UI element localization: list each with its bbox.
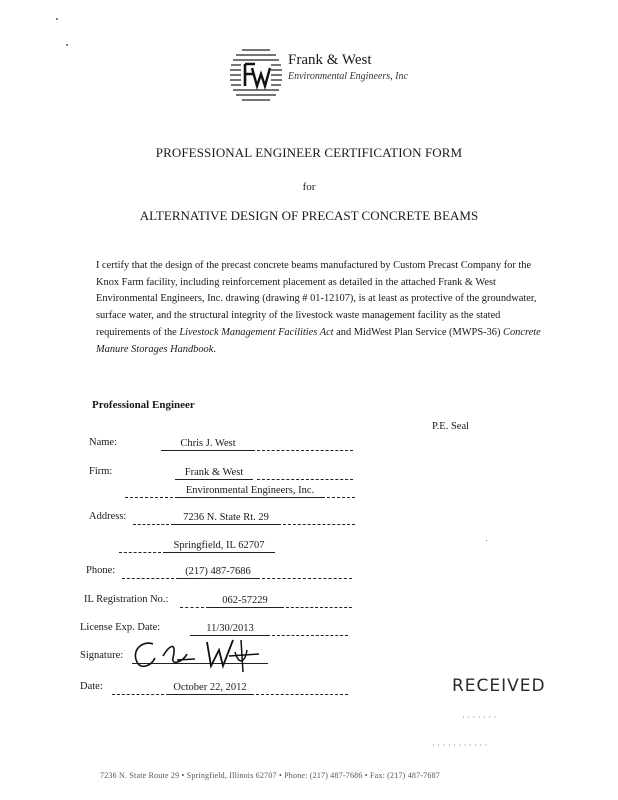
date-label: Date: [80, 681, 103, 692]
phone-field [86, 565, 251, 577]
firm-label: Firm: [89, 466, 113, 477]
registration-value: 062-57229 [206, 594, 284, 608]
signature-label: Signature: [80, 650, 124, 661]
name-blank-line [257, 437, 353, 451]
form-subtitle: ALTERNATIVE DESIGN OF PRECAST CONCRETE BEAMS [139, 208, 479, 223]
firm-blank-line [257, 466, 353, 480]
cert-act-name: Livestock Management Facilities Act [179, 326, 334, 338]
stamp-detail: · · · · · · · · · · · [432, 740, 488, 750]
certification-paragraph [96, 258, 546, 358]
registration-blank-line [286, 594, 352, 608]
scan-speck [486, 540, 487, 541]
name-field [89, 437, 236, 449]
registration-label: IL Registration No.: [84, 594, 169, 605]
date-blank-line [256, 681, 348, 695]
stamp-detail: · · · · · · · [462, 712, 497, 722]
phone-label: Phone: [86, 565, 116, 576]
name-value: Chris J. West [161, 437, 255, 451]
for-label: for [302, 181, 316, 193]
registration-leading-line [180, 594, 204, 608]
received-stamp: RECEIVED [452, 676, 546, 696]
cert-text-part2: and MidWest Plan Service (MWPS-36) [333, 326, 504, 338]
page-footer: 7236 N. State Route 29 • Springfield, Illinois 62707 • Phone: (217) 487-7686 • Fax: (217) 487-7687 [100, 771, 440, 780]
address-value-line1: 7236 N. State Rt. 29 [171, 511, 281, 525]
firm-blank-line-2 [327, 484, 355, 498]
address-leading-line-2 [119, 539, 161, 553]
signature-field [80, 650, 123, 661]
company-name: Frank & West [288, 52, 372, 68]
license-exp-blank-line [272, 622, 348, 636]
date-field [80, 681, 247, 693]
scan-speck [66, 44, 68, 46]
registration-field [84, 594, 268, 606]
pe-seal-label: P.E. Seal [432, 421, 470, 432]
date-value: October 22, 2012 [166, 681, 254, 695]
license-exp-label: License Exp. Date: [80, 622, 161, 633]
section-heading: Professional Engineer [92, 399, 195, 411]
company-logo [228, 44, 428, 108]
name-label: Name: [89, 437, 117, 448]
cert-text-part1: I certify that the design of the precast concrete beams manufactured by Custom Precast Company for the Knox Farm facility, including reinforcement placement as detailed in the attached Frank & West Environmental Engineers, Inc. drawing (drawing # 01-12107), is at least as protective of the groundwater, surface water, and the structural integrity of the livestock waste management facility as the stated requirements of the [96, 260, 537, 338]
handwritten-signature [125, 632, 265, 674]
company-subtitle: Environmental Engineers, Inc [288, 71, 408, 82]
firm-value-line2: Environmental Engineers, Inc. [175, 484, 325, 498]
firm-value-line1: Frank & West [175, 466, 253, 480]
scan-speck [56, 18, 58, 20]
address-value-line2: Springfield, IL 62707 [163, 539, 275, 553]
address-label: Address: [89, 511, 127, 522]
firm-field [89, 466, 244, 478]
firm-leading-line [125, 484, 173, 498]
phone-blank-line [262, 565, 352, 579]
phone-leading-line [122, 565, 174, 579]
address-blank-line [283, 511, 355, 525]
phone-value: (217) 487-7686 [176, 565, 260, 579]
license-exp-value: 11/30/2013 [190, 622, 270, 636]
date-leading-line [112, 681, 164, 695]
address-field [89, 511, 269, 523]
form-title: PROFESSIONAL ENGINEER CERTIFICATION FORM [155, 145, 463, 160]
cert-handbook-name: Concrete Manure Storages Handbook [96, 326, 541, 355]
fw-emblem-icon [228, 44, 284, 106]
cert-text-part3: . [213, 343, 216, 355]
address-leading-line [133, 511, 169, 525]
